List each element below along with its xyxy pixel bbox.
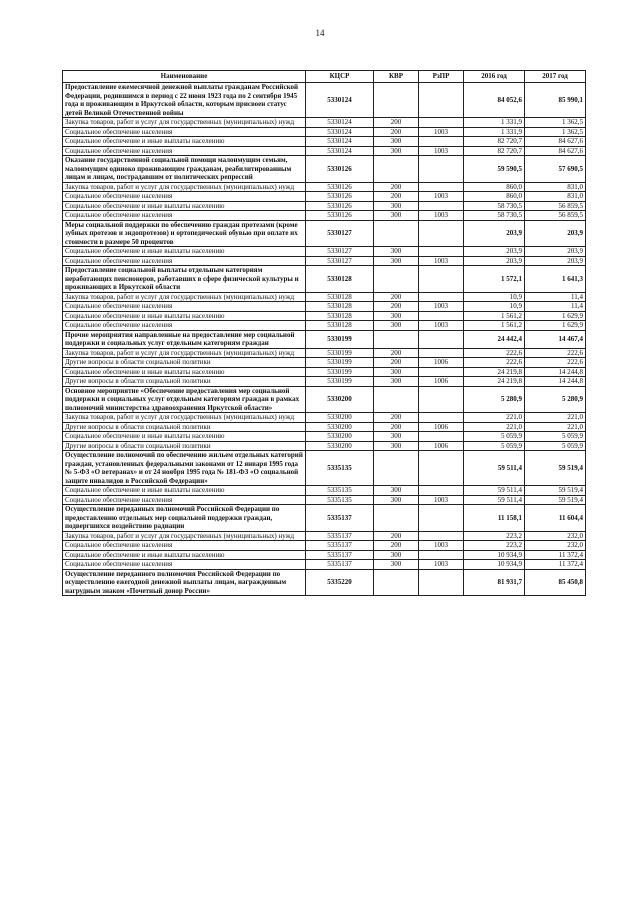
row-kcsr: 5335135 xyxy=(306,486,374,496)
table-row xyxy=(63,422,586,432)
row-kvr xyxy=(374,330,419,348)
row-kcsr: 5330126 xyxy=(306,201,374,211)
table-row xyxy=(63,83,586,118)
table-row xyxy=(63,311,586,321)
row-kcsr: 5330127 xyxy=(306,247,374,257)
row-2017: 84 627,6 xyxy=(525,137,586,147)
row-kvr: 300 xyxy=(374,560,419,570)
table-row xyxy=(63,220,586,247)
table-row xyxy=(63,505,586,532)
row-2017: 1 362,5 xyxy=(525,127,586,137)
row-kcsr: 5330199 xyxy=(306,348,374,358)
row-rzpr xyxy=(419,247,464,257)
row-2017: 59 519,4 xyxy=(525,486,586,496)
row-name: Предоставление ежемесячной денежной выплаты гражданам Российской Федерации, родившимся в период с 22 июня 1923 года по 2 сентября 1945 года и проживающим в Иркутской области, которым присвоен статус детей Великой Отечественной войны xyxy=(63,83,306,118)
row-kvr: 300 xyxy=(374,377,419,387)
row-name: Осуществление переданного полномочия Российской Федерации по осуществлению ежегодной денежной выплаты лицам, награжденным нагрудным знаком «Почетный донор России» xyxy=(63,569,306,596)
row-name: Закупка товаров, работ и услуг для государственных (муниципальных) нужд xyxy=(63,413,306,423)
row-rzpr xyxy=(419,220,464,247)
row-2017: 11,4 xyxy=(525,292,586,302)
row-kvr xyxy=(374,505,419,532)
row-kcsr: 5330199 xyxy=(306,330,374,348)
row-2017: 831,0 xyxy=(525,182,586,192)
row-2016: 221,0 xyxy=(464,422,525,432)
table-row xyxy=(63,330,586,348)
row-2017: 14 244,8 xyxy=(525,377,586,387)
row-rzpr xyxy=(419,505,464,532)
table-row xyxy=(63,377,586,387)
row-kcsr: 5330127 xyxy=(306,220,374,247)
row-kcsr: 5330128 xyxy=(306,266,374,293)
row-name: Социальное обеспечение и иные выплаты населению xyxy=(63,311,306,321)
budget-table xyxy=(62,70,586,596)
table-row xyxy=(63,321,586,331)
row-2016: 222,6 xyxy=(464,348,525,358)
row-2017: 11 604,4 xyxy=(525,505,586,532)
row-2017: 221,0 xyxy=(525,422,586,432)
table-row xyxy=(63,358,586,368)
row-name: Закупка товаров, работ и услуг для государственных (муниципальных) нужд xyxy=(63,182,306,192)
row-rzpr: 1006 xyxy=(419,377,464,387)
row-name: Прочие мероприятия направленные на предоставление мер социальной поддержки и социальных услуг отдельным категориям граждан xyxy=(63,330,306,348)
row-name: Другие вопросы в области социальной политики xyxy=(63,422,306,432)
table-row xyxy=(63,451,586,486)
row-rzpr: 1003 xyxy=(419,495,464,505)
row-2017: 1 629,9 xyxy=(525,311,586,321)
table-row xyxy=(63,118,586,128)
row-2017: 1 362,5 xyxy=(525,118,586,128)
table-row xyxy=(63,441,586,451)
table-row xyxy=(63,432,586,442)
row-rzpr xyxy=(419,432,464,442)
row-2016: 5 059,9 xyxy=(464,441,525,451)
row-kvr: 300 xyxy=(374,441,419,451)
row-2017: 203,9 xyxy=(525,220,586,247)
row-2017: 1 641,3 xyxy=(525,266,586,293)
table-row xyxy=(63,192,586,202)
table-row xyxy=(63,367,586,377)
table-row xyxy=(63,256,586,266)
row-name: Социальное обеспечение и иные выплаты населению xyxy=(63,137,306,147)
row-2017: 14 467,4 xyxy=(525,330,586,348)
header-2016: 2016 год xyxy=(464,71,525,83)
table-row xyxy=(63,247,586,257)
table-row xyxy=(63,560,586,570)
row-rzpr xyxy=(419,569,464,596)
row-kvr xyxy=(374,451,419,486)
table-row xyxy=(63,302,586,312)
row-kcsr: 5330126 xyxy=(306,211,374,221)
row-2016: 1 331,9 xyxy=(464,127,525,137)
row-rzpr: 1003 xyxy=(419,127,464,137)
row-2016: 5 280,9 xyxy=(464,386,525,413)
row-kcsr: 5330200 xyxy=(306,441,374,451)
row-2017: 5 059,9 xyxy=(525,432,586,442)
row-kvr xyxy=(374,156,419,183)
row-rzpr xyxy=(419,201,464,211)
row-kvr: 200 xyxy=(374,182,419,192)
row-rzpr: 1003 xyxy=(419,541,464,551)
row-rzpr xyxy=(419,348,464,358)
row-kvr: 300 xyxy=(374,432,419,442)
row-name: Осуществление переданных полномочий Российской Федерации по предоставлению отдельных мер социальной поддержки граждан, подвергшихся воздействию радиации xyxy=(63,505,306,532)
row-kvr: 200 xyxy=(374,118,419,128)
row-2016: 11 158,1 xyxy=(464,505,525,532)
row-rzpr xyxy=(419,156,464,183)
row-rzpr xyxy=(419,486,464,496)
row-name: Социальное обеспечение и иные выплаты населению xyxy=(63,247,306,257)
row-2017: 203,9 xyxy=(525,247,586,257)
row-kvr: 300 xyxy=(374,211,419,221)
row-kcsr: 5330124 xyxy=(306,146,374,156)
row-kvr: 200 xyxy=(374,292,419,302)
row-name: Закупка товаров, работ и услуг для государственных (муниципальных) нужд xyxy=(63,118,306,128)
row-name: Социальное обеспечение и иные выплаты населению xyxy=(63,432,306,442)
row-2016: 1 561,2 xyxy=(464,311,525,321)
row-rzpr: 1003 xyxy=(419,256,464,266)
row-kcsr: 5335137 xyxy=(306,531,374,541)
row-2017: 84 627,6 xyxy=(525,146,586,156)
row-2017: 5 280,9 xyxy=(525,386,586,413)
row-2017: 11 372,4 xyxy=(525,550,586,560)
row-rzpr xyxy=(419,367,464,377)
row-kvr: 300 xyxy=(374,146,419,156)
row-2016: 1 331,9 xyxy=(464,118,525,128)
row-rzpr xyxy=(419,330,464,348)
row-kcsr: 5335135 xyxy=(306,451,374,486)
row-rzpr: 1003 xyxy=(419,560,464,570)
header-2017: 2017 год xyxy=(525,71,586,83)
row-rzpr: 1006 xyxy=(419,358,464,368)
row-2016: 84 052,6 xyxy=(464,83,525,118)
row-2017: 221,0 xyxy=(525,413,586,423)
row-rzpr: 1003 xyxy=(419,192,464,202)
row-kvr xyxy=(374,569,419,596)
row-name: Социальное обеспечение населения xyxy=(63,192,306,202)
row-2016: 10,9 xyxy=(464,302,525,312)
row-2016: 10,9 xyxy=(464,292,525,302)
row-name: Закупка товаров, работ и услуг для государственных (муниципальных) нужд xyxy=(63,348,306,358)
row-name: Социальное обеспечение населения xyxy=(63,560,306,570)
row-2017: 85 450,8 xyxy=(525,569,586,596)
table-row xyxy=(63,146,586,156)
table-row xyxy=(63,156,586,183)
row-kcsr: 5330124 xyxy=(306,127,374,137)
row-kvr: 300 xyxy=(374,247,419,257)
table-row xyxy=(63,531,586,541)
row-name: Меры социальной поддержки по обеспечению граждан протезами (кроме зубных протезов и эндопротезов) и ортопедической обувью при оплате их стоимости в размере 50 процентов xyxy=(63,220,306,247)
row-kvr: 300 xyxy=(374,550,419,560)
row-rzpr xyxy=(419,386,464,413)
row-kcsr: 5330124 xyxy=(306,118,374,128)
row-name: Социальное обеспечение населения xyxy=(63,302,306,312)
page-number: 14 xyxy=(315,28,325,38)
row-kcsr: 5330124 xyxy=(306,83,374,118)
table-row xyxy=(63,495,586,505)
row-2017: 11 372,4 xyxy=(525,560,586,570)
row-kvr: 300 xyxy=(374,321,419,331)
row-2017: 14 244,8 xyxy=(525,367,586,377)
row-kcsr: 5330199 xyxy=(306,367,374,377)
row-kcsr: 5330126 xyxy=(306,192,374,202)
row-2016: 860,0 xyxy=(464,182,525,192)
row-name: Другие вопросы в области социальной политики xyxy=(63,377,306,387)
row-rzpr xyxy=(419,118,464,128)
row-rzpr xyxy=(419,292,464,302)
table-row xyxy=(63,201,586,211)
row-kcsr: 5330199 xyxy=(306,358,374,368)
row-2016: 58 730,5 xyxy=(464,201,525,211)
row-kvr: 200 xyxy=(374,541,419,551)
row-name: Социальное обеспечение и иные выплаты населению xyxy=(63,367,306,377)
row-kcsr: 5330200 xyxy=(306,422,374,432)
table-row xyxy=(63,137,586,147)
row-kvr: 300 xyxy=(374,201,419,211)
row-kvr: 300 xyxy=(374,256,419,266)
row-kvr: 200 xyxy=(374,413,419,423)
row-2016: 223,2 xyxy=(464,531,525,541)
row-2016: 24 442,4 xyxy=(464,330,525,348)
row-kvr xyxy=(374,386,419,413)
table-row xyxy=(63,413,586,423)
row-2016: 58 730,5 xyxy=(464,211,525,221)
row-name: Другие вопросы в области социальной политики xyxy=(63,441,306,451)
row-rzpr: 1003 xyxy=(419,146,464,156)
row-2017: 222,6 xyxy=(525,358,586,368)
row-kvr xyxy=(374,220,419,247)
row-name: Социальное обеспечение населения xyxy=(63,211,306,221)
row-kcsr: 5335135 xyxy=(306,495,374,505)
row-rzpr xyxy=(419,413,464,423)
table-row xyxy=(63,348,586,358)
row-2017: 59 519,4 xyxy=(525,451,586,486)
row-rzpr xyxy=(419,531,464,541)
row-2017: 56 859,5 xyxy=(525,211,586,221)
table-row xyxy=(63,550,586,560)
row-name: Закупка товаров, работ и услуг для государственных (муниципальных) нужд xyxy=(63,531,306,541)
row-2016: 203,9 xyxy=(464,220,525,247)
row-kcsr: 5330200 xyxy=(306,432,374,442)
row-kvr: 300 xyxy=(374,486,419,496)
row-rzpr: 1003 xyxy=(419,211,464,221)
row-2016: 222,6 xyxy=(464,358,525,368)
row-2016: 59 511,4 xyxy=(464,495,525,505)
row-kvr xyxy=(374,83,419,118)
table-row xyxy=(63,486,586,496)
row-2016: 10 934,9 xyxy=(464,560,525,570)
row-rzpr: 1006 xyxy=(419,422,464,432)
row-rzpr xyxy=(419,137,464,147)
row-2016: 1 561,2 xyxy=(464,321,525,331)
row-kcsr: 5335137 xyxy=(306,505,374,532)
row-name: Закупка товаров, работ и услуг для государственных (муниципальных) нужд xyxy=(63,292,306,302)
row-name: Предоставление социальной выплаты отдельным категориям неработающих пенсионеров, работавших в сфере физической культуры и проживающих в Иркутской области xyxy=(63,266,306,293)
row-rzpr xyxy=(419,266,464,293)
row-name: Осуществление полномочий по обеспечению жильем отдельных категорий граждан, установленных федеральными законами от 12 января 1995 года № 5-ФЗ «О ветеранах» и от 24 ноября 1995 года № 181-ФЗ «О социальной защите инвалидов в Российской Федерации» xyxy=(63,451,306,486)
table-row xyxy=(63,386,586,413)
row-kcsr: 5335137 xyxy=(306,560,374,570)
row-kcsr: 5335137 xyxy=(306,541,374,551)
row-kcsr: 5330126 xyxy=(306,182,374,192)
table-row xyxy=(63,182,586,192)
header-rzpr: РзПР xyxy=(419,71,464,83)
row-2016: 223,2 xyxy=(464,541,525,551)
row-kvr xyxy=(374,266,419,293)
table-row xyxy=(63,292,586,302)
row-2016: 860,0 xyxy=(464,192,525,202)
row-kcsr: 5330126 xyxy=(306,156,374,183)
row-2017: 11,4 xyxy=(525,302,586,312)
table-row xyxy=(63,266,586,293)
row-rzpr: 1006 xyxy=(419,441,464,451)
row-name: Социальное обеспечение населения xyxy=(63,541,306,551)
row-name: Социальное обеспечение населения xyxy=(63,127,306,137)
row-kvr: 300 xyxy=(374,495,419,505)
row-name: Социальное обеспечение населения xyxy=(63,146,306,156)
row-2016: 82 720,7 xyxy=(464,146,525,156)
row-kcsr: 5330128 xyxy=(306,311,374,321)
header-kvr: КВР xyxy=(374,71,419,83)
table-row xyxy=(63,541,586,551)
row-rzpr xyxy=(419,451,464,486)
row-kcsr: 5330199 xyxy=(306,377,374,387)
header-kcsr: КЦСР xyxy=(306,71,374,83)
row-name: Социальное обеспечение и иные выплаты населению xyxy=(63,486,306,496)
row-kcsr: 5330124 xyxy=(306,137,374,147)
row-kcsr: 5330200 xyxy=(306,413,374,423)
row-2017: 203,9 xyxy=(525,256,586,266)
row-kvr: 200 xyxy=(374,192,419,202)
row-2017: 56 859,5 xyxy=(525,201,586,211)
row-kvr: 200 xyxy=(374,531,419,541)
row-kcsr: 5330127 xyxy=(306,256,374,266)
row-2017: 85 990,1 xyxy=(525,83,586,118)
row-name: Оказание государственной социальной помощи малоимущим семьям, малоимущим одиноко проживающим гражданам, реабилитированным лицам и лицам, пострадавшим от политических репрессий xyxy=(63,156,306,183)
row-2016: 1 572,1 xyxy=(464,266,525,293)
row-kcsr: 5330128 xyxy=(306,302,374,312)
row-kvr: 200 xyxy=(374,348,419,358)
row-rzpr xyxy=(419,182,464,192)
row-2016: 221,0 xyxy=(464,413,525,423)
row-rzpr xyxy=(419,83,464,118)
row-2017: 831,0 xyxy=(525,192,586,202)
table-row xyxy=(63,569,586,596)
row-2017: 222,6 xyxy=(525,348,586,358)
row-2017: 232,0 xyxy=(525,541,586,551)
row-2016: 81 931,7 xyxy=(464,569,525,596)
row-kcsr: 5330128 xyxy=(306,292,374,302)
row-2016: 203,9 xyxy=(464,256,525,266)
row-kvr: 300 xyxy=(374,137,419,147)
row-2017: 59 519,4 xyxy=(525,495,586,505)
row-2016: 24 219,8 xyxy=(464,367,525,377)
row-2017: 232,0 xyxy=(525,531,586,541)
row-kvr: 200 xyxy=(374,127,419,137)
row-2016: 59 511,4 xyxy=(464,486,525,496)
row-name: Социальное обеспечение населения xyxy=(63,321,306,331)
table-body xyxy=(63,83,586,596)
row-kvr: 300 xyxy=(374,367,419,377)
row-kcsr: 5335137 xyxy=(306,550,374,560)
row-2016: 203,9 xyxy=(464,247,525,257)
row-name: Социальное обеспечение населения xyxy=(63,256,306,266)
row-2016: 59 511,4 xyxy=(464,451,525,486)
row-name: Социальное обеспечение и иные выплаты населению xyxy=(63,201,306,211)
table-header-row xyxy=(63,71,586,83)
row-2016: 24 219,8 xyxy=(464,377,525,387)
row-2016: 5 059,9 xyxy=(464,432,525,442)
table-row xyxy=(63,127,586,137)
row-kvr: 200 xyxy=(374,302,419,312)
row-rzpr xyxy=(419,550,464,560)
row-2016: 10 934,9 xyxy=(464,550,525,560)
row-rzpr xyxy=(419,311,464,321)
table-row xyxy=(63,211,586,221)
row-kcsr: 5330128 xyxy=(306,321,374,331)
row-2016: 59 590,5 xyxy=(464,156,525,183)
row-kcsr: 5335220 xyxy=(306,569,374,596)
row-2017: 57 690,5 xyxy=(525,156,586,183)
row-2016: 82 720,7 xyxy=(464,137,525,147)
row-name: Другие вопросы в области социальной политики xyxy=(63,358,306,368)
row-kvr: 200 xyxy=(374,358,419,368)
row-kvr: 200 xyxy=(374,422,419,432)
row-2017: 5 059,9 xyxy=(525,441,586,451)
row-kvr: 300 xyxy=(374,311,419,321)
row-name: Социальное обеспечение и иные выплаты населению xyxy=(63,550,306,560)
row-kcsr: 5330200 xyxy=(306,386,374,413)
row-2017: 1 629,9 xyxy=(525,321,586,331)
row-name: Основное мероприятие «Обеспечение предоставления мер социальной поддержки и социальных услуг отдельным категориям граждан в рамках полномочий министерства здравоохранения Иркутской области» xyxy=(63,386,306,413)
row-rzpr: 1003 xyxy=(419,302,464,312)
row-name: Социальное обеспечение населения xyxy=(63,495,306,505)
header-name: Наименование xyxy=(63,71,306,83)
row-rzpr: 1003 xyxy=(419,321,464,331)
